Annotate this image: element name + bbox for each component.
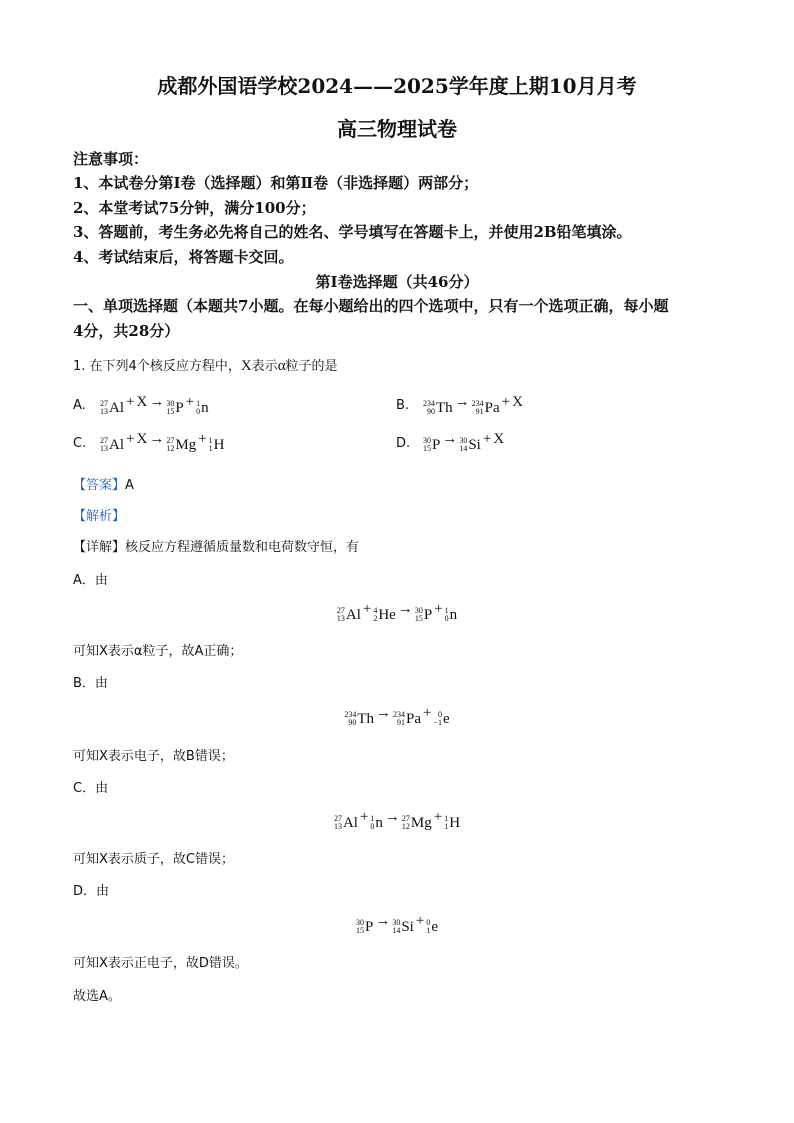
exam-subtitle: 高三物理试卷 (337, 117, 457, 141)
question-middle: 表示 (251, 359, 278, 374)
detail-line (73, 536, 359, 555)
explain-c-head: C．由 (73, 781, 109, 796)
section-title: 第Ⅰ卷选择题（共46分） (315, 273, 479, 291)
part-title-line2: 4分，共28分） (73, 322, 180, 340)
option-a-equation: 27 13 Al + X → 30 15 P + 1 0 n (100, 394, 209, 416)
question-variable: X (240, 358, 252, 374)
option-b-label: B. (396, 398, 410, 413)
question-suffix: 粒子的是 (285, 359, 338, 374)
question-number: 1. (73, 359, 86, 374)
notice-heading: 注意事项： (73, 150, 149, 168)
option-a-label: A. (73, 398, 86, 413)
explain-b-head: B．由 (73, 676, 108, 691)
explain-a-equation: 27 13 Al + 4 2 He → 30 15 P + 1 0 n (336, 601, 458, 623)
option-c-label: C. (73, 436, 87, 451)
explain-d-head: D．由 (73, 884, 110, 899)
answer-value: A (125, 478, 134, 493)
exam-title: 成都外国语学校2024——2025学年度上期10月月考 (157, 74, 637, 98)
notice-item-4: 4、考试结束后，将答题卡交回。 (73, 248, 294, 266)
option-b-equation: 234 90 Th → 234 91 Pa + X (423, 394, 523, 416)
explain-c-conclusion: 可知X表示质子，故C错误； (73, 852, 234, 867)
answer-line (73, 474, 134, 493)
explain-b-conclusion: 可知X表示电子，故B错误； (73, 749, 234, 764)
analysis-label: 【解析】 (73, 509, 126, 524)
question-prefix: 在下列4个核反应方程中， (89, 359, 241, 374)
question-alpha: α (277, 358, 286, 374)
notice-item-3: 3、答题前，考生务必先将自己的姓名、学号填写在答题卡上，并使用2B铅笔填涂。 (73, 223, 632, 241)
notice-item-2: 2、本堂考试75分钟，满分100分； (73, 199, 316, 217)
explain-a-head: A．由 (73, 573, 108, 588)
final-answer: 故选A。 (73, 989, 121, 1004)
part-title-line1: 一、单项选择题（本题共7小题。在每小题给出的四个选项中，只有一个选项正确，每小题 (73, 297, 669, 315)
option-d-equation: 30 15 P → 30 14 Si + X (423, 431, 505, 453)
option-c-equation: 27 13 Al + X → 27 12 Mg + 1 1 H (100, 431, 225, 453)
answer-label: 【答案】 (73, 478, 126, 493)
question-1 (73, 355, 338, 375)
explain-d-conclusion: 可知X表示正电子，故D错误。 (73, 956, 248, 971)
explain-d-equation: 30 15 P → 30 14 Si + 0 1 e (356, 913, 438, 935)
explain-b-equation: 234 90 Th → 234 91 Pa + 0 −1 e (344, 705, 450, 727)
option-d-label: D. (396, 436, 411, 451)
detail-label: 【详解】 (73, 540, 126, 555)
explain-c-equation: 27 13 Al + 1 0 n → 27 12 Mg + 1 1 H (333, 809, 461, 831)
explain-a-conclusion: 可知X表示α粒子，故A正确； (73, 644, 243, 659)
detail-text: 核反应方程遵循质量数和电荷数守恒，有 (125, 540, 360, 555)
notice-item-1: 1、本试卷分第Ⅰ卷（选择题）和第Ⅱ卷（非选择题）两部分； (73, 174, 479, 192)
